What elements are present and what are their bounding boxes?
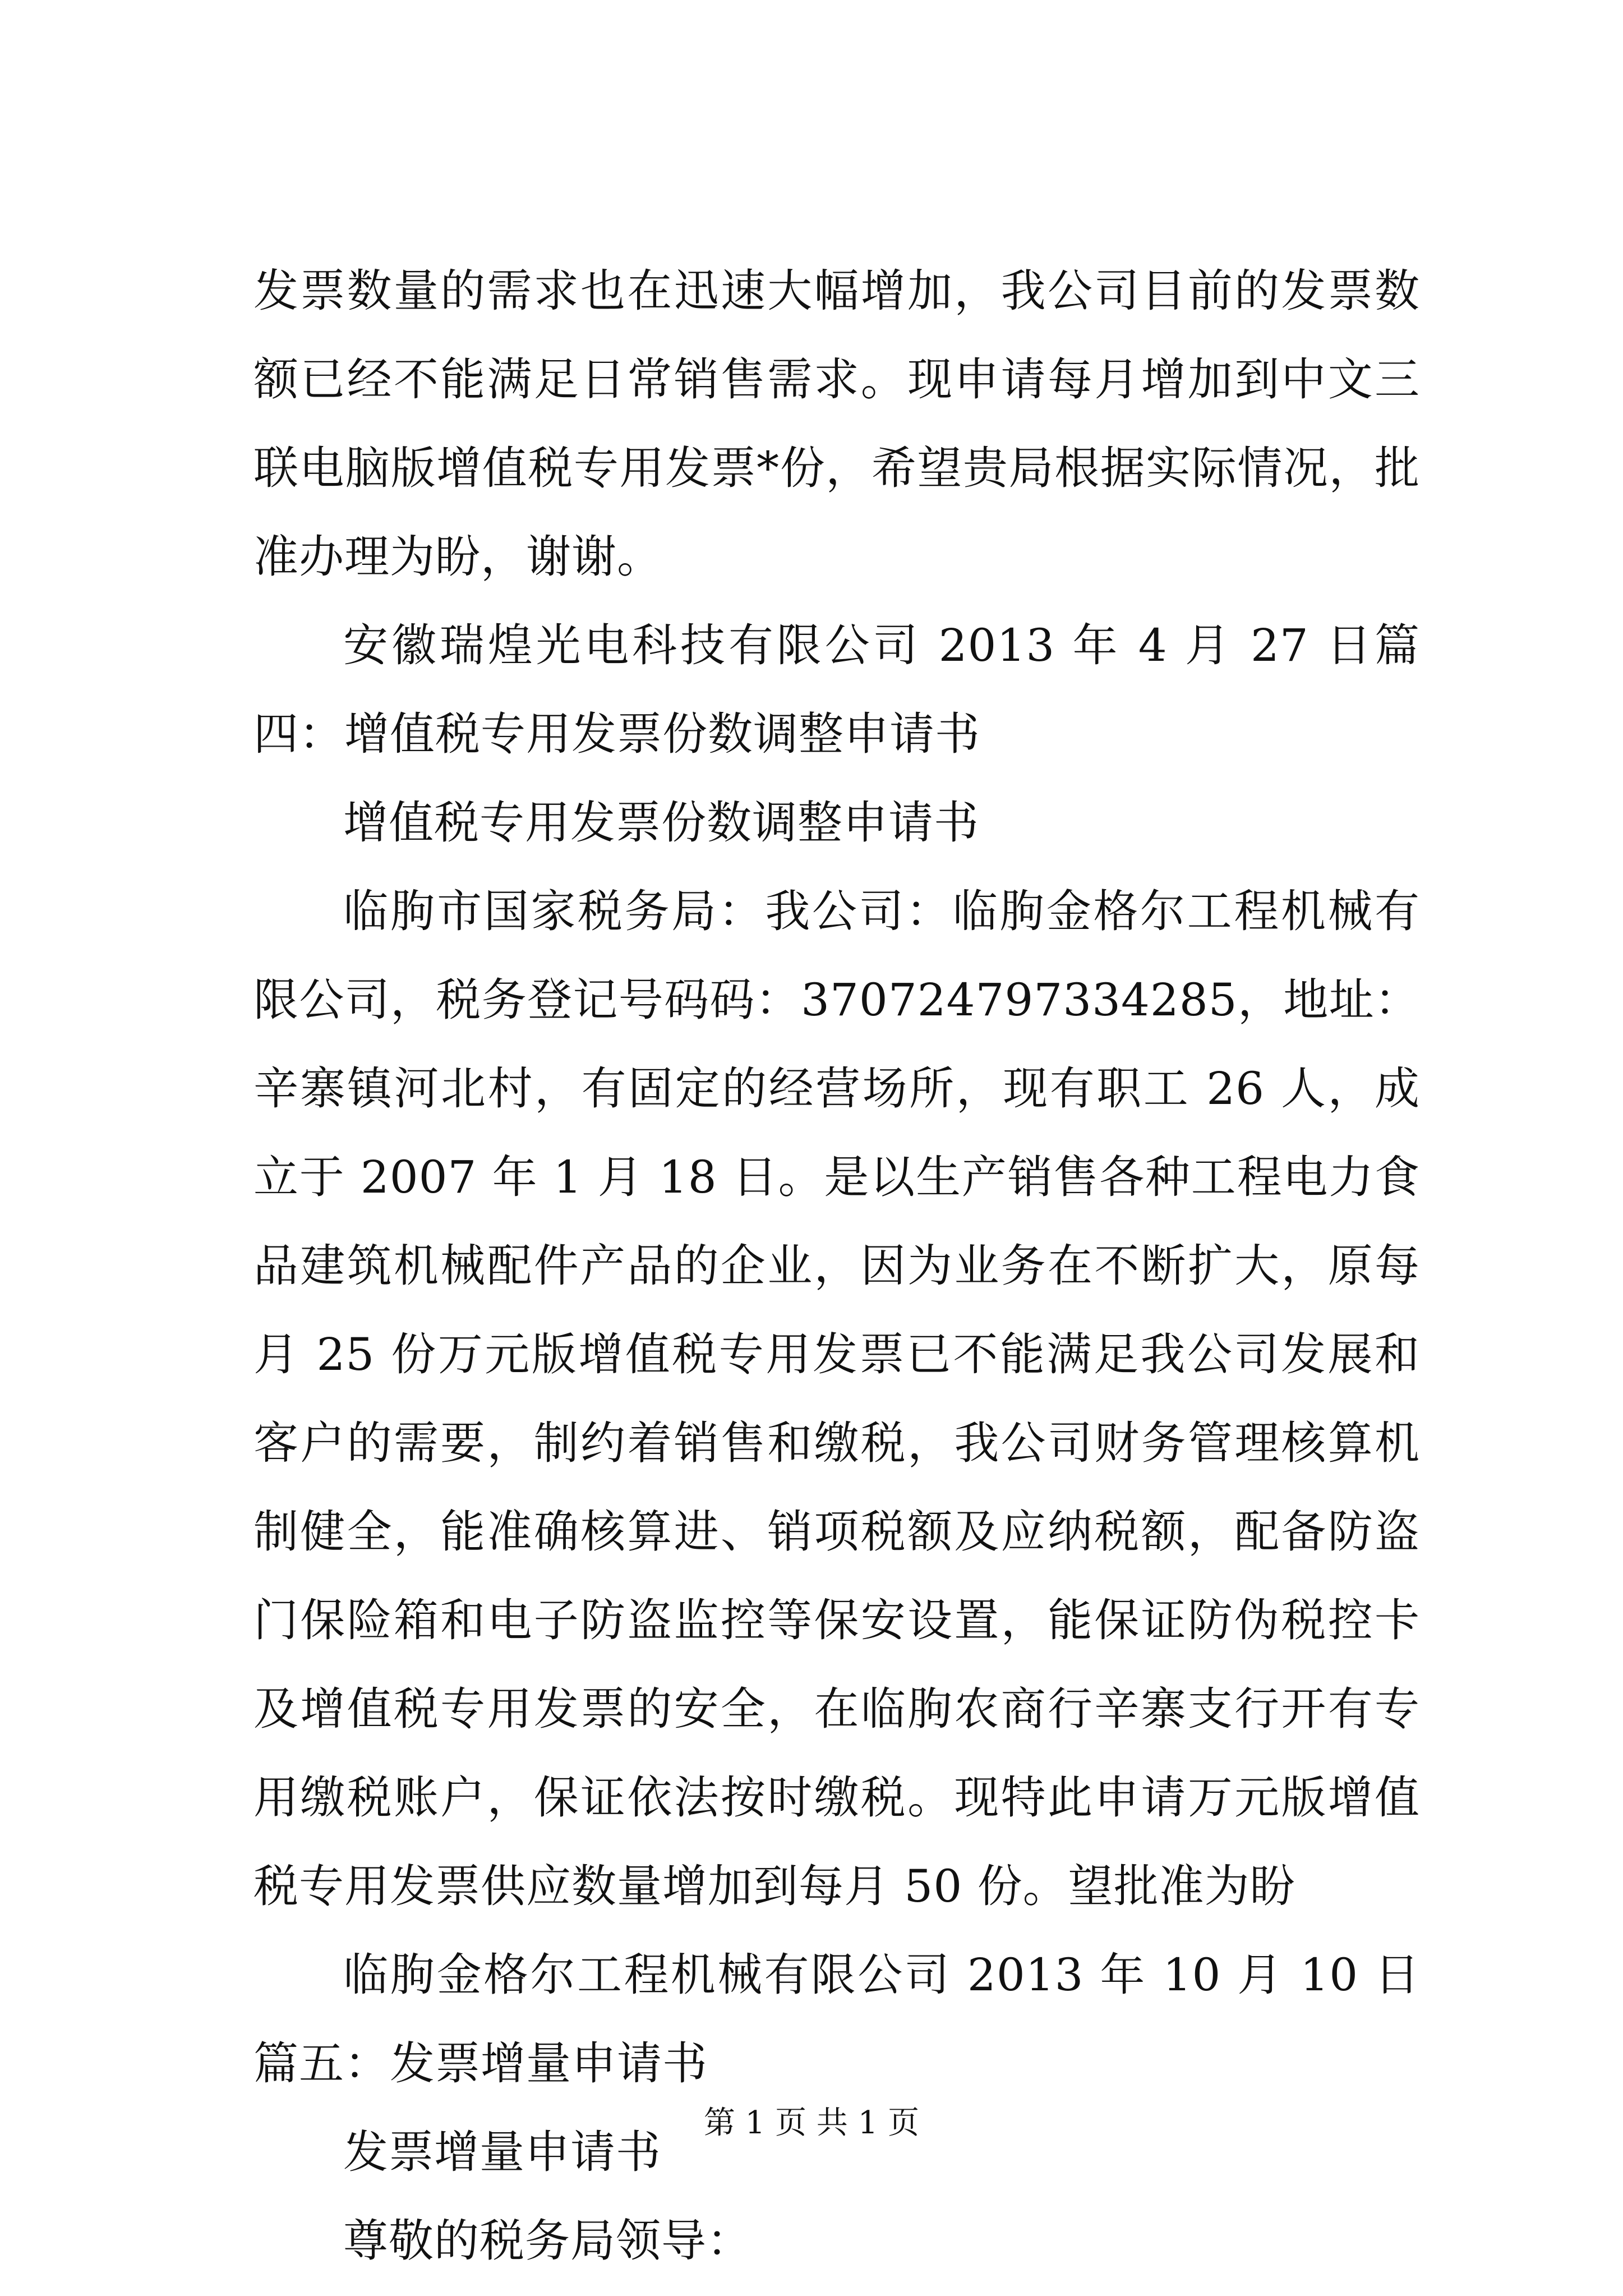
- paragraph-5: 临朐金格尔工程机械有限公司 2013 年 10 月 10 日篇五：发票增量申请书: [253, 1949, 1420, 2090]
- paragraph-3-heading: 增值税专用发票份数调整申请书: [343, 797, 979, 849]
- paragraph-4: 临朐市国家税务局：我公司：临朐金格尔工程机械有限公司，税务登记号码码：370724797334285，地址：辛寨镇河北村，有固定的经营场所，现有职工 26 人，成立于 2007 年 1 月 18 日。是以生产销售各种工程电力食品建筑机械配件产品的企业，因为业务在不断扩大，原每月 25 份万元版增值税专用发票已不能满足我公司发展和客户的需要，制约着销售和缴税，我公司财务管理核算机制健全，能准确核算进、销项税额及应纳税额，配备防盗门保险箱和电子防盗监控等保安设置，能保证防伪税控卡及增值税专用发票的安全，在临朐农商行辛寨支行开有专用缴税账户，保证依法按时缴税。现特此申请万元版增值税专用发票供应数量增加到每月 50 份。望批准为盼: [253, 885, 1420, 1912]
- paragraph-6-heading: 发票增量申请书: [343, 2126, 661, 2178]
- page-footer: 第 1 页 共 1 页: [703, 2105, 920, 2141]
- document-body: [253, 247, 1420, 2285]
- paragraph-1: 发票数量的需求也在迅速大幅增加，我公司目前的发票数额已经不能满足日常销售需求。现申请每月增加到中文三联电脑版增值税专用发票*份，希望贵局根据实际情况，批准办理为盼，谢谢。: [253, 265, 1420, 583]
- paragraph-7-salutation: 尊敬的税务局领导：: [343, 2215, 752, 2267]
- paragraph-2: 安徽瑞煌光电科技有限公司 2013 年 4 月 27 日篇四：增值税专用发票份数调整申请书: [253, 619, 1420, 760]
